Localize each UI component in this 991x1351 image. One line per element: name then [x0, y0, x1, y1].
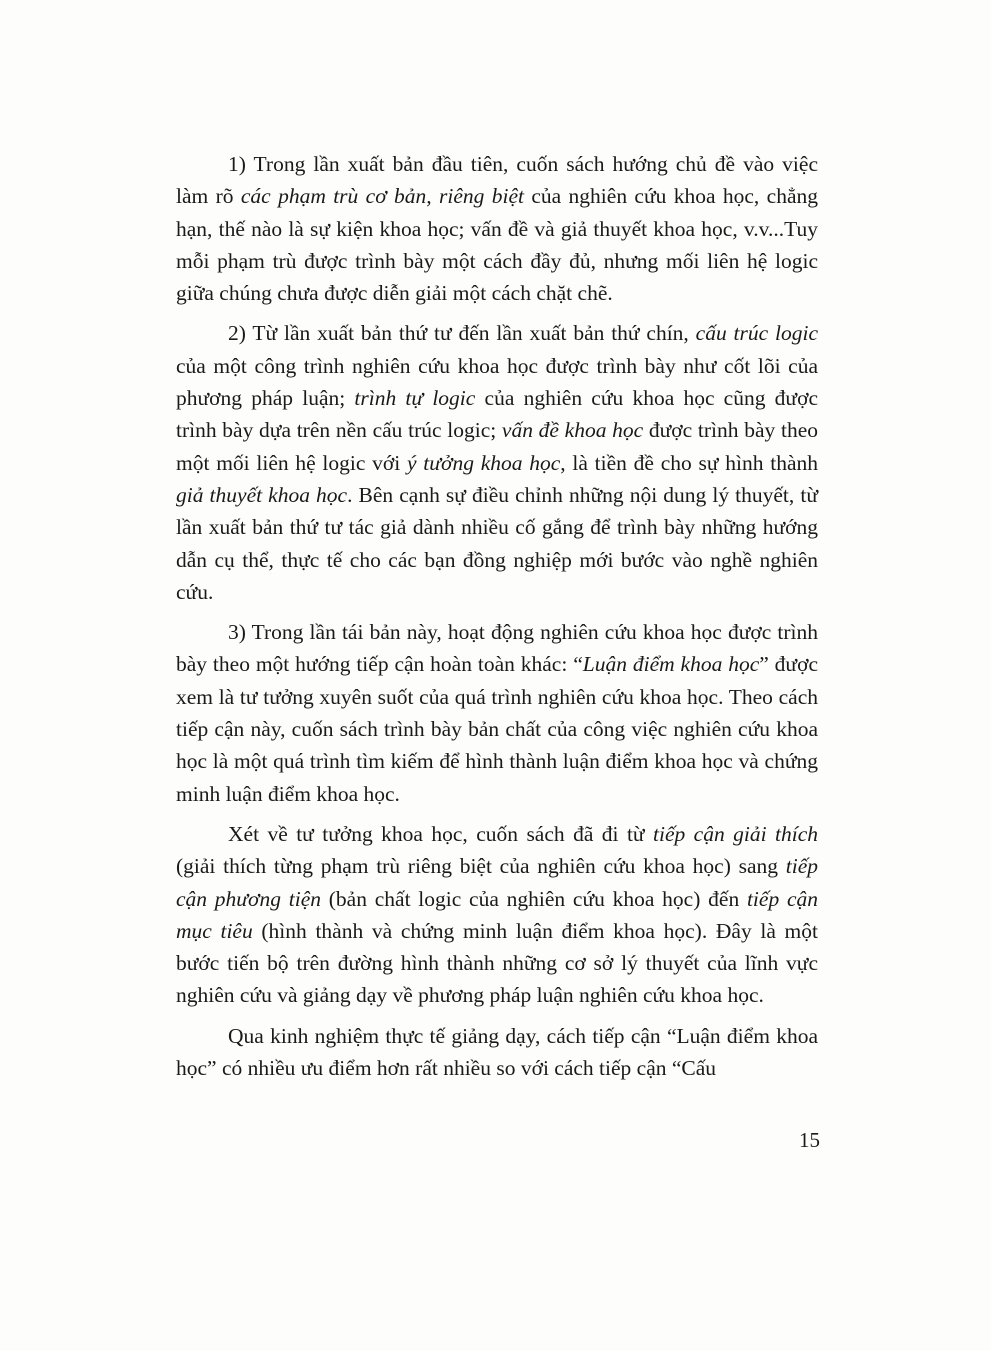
text-segment: (giải thích từng phạm trù riêng biệt của nghiên cứu khoa học) sang	[176, 854, 786, 879]
text-segment: 1) Trong lần xuất bản đầu tiên, cuốn sách hướng chủ đề vào việc làm rõ	[176, 152, 818, 209]
text-segment: Xét về tư tưởng khoa học, cuốn sách đã đi từ	[228, 821, 653, 846]
text-segment: ” được xem là tư tưởng xuyên suốt của quá trình nghiên cứu khoa học. Theo cách tiếp cận này, cuốn sách trình bày bản chất của công việc nghiên cứu khoa học là một quá trình tìm kiếm để hình thành luận điểm khoa học và chứng minh luận điểm khoa học.	[176, 652, 818, 806]
text-segment: 3) Trong lần tái bản này, hoạt động nghiên cứu khoa học được trình bày theo một hướng tiếp cận hoàn toàn khác: “	[176, 620, 818, 677]
paragraph-p3	[176, 616, 818, 810]
paragraph-p5	[176, 1020, 818, 1085]
text-segment: của nghiên cứu khoa học cũng được trình bày dựa trên nền cấu trúc logic;	[176, 386, 818, 443]
italic-term: trình tự logic	[354, 386, 476, 411]
italic-term: tiếp cận giải thích	[653, 821, 818, 846]
text-segment: 2) Từ lần xuất bản thứ tư đến lần xuất bản thứ chín,	[228, 321, 696, 346]
italic-term: ý tưởng khoa học	[407, 450, 561, 475]
page-number: 15	[799, 1128, 820, 1152]
paragraph-p1	[176, 148, 818, 309]
text-segment: của nghiên cứu khoa học, chẳng hạn, thế nào là sự kiện khoa học; vấn đề và giả thuyết khoa học, v.v...Tuy mỗi phạm trù được trình bày một cách đầy đủ, nhưng mối liên hệ logic giữa chúng chưa được diễn giải một cách chặt chẽ.	[176, 184, 818, 306]
text-segment: được trình bày theo một mối liên hệ logic với	[176, 418, 818, 475]
text-segment: (hình thành và chứng minh luận điểm khoa học). Đây là một bước tiến bộ trên đường hình thành những cơ sở lý thuyết của lĩnh vực nghiên cứu và giảng dạy về phương pháp luận nghiên cứu khoa học.	[176, 918, 818, 1008]
italic-term: các phạm trù cơ bản, riêng biệt	[240, 184, 524, 209]
italic-term: tiếp cận phương tiện	[176, 854, 818, 911]
italic-term: tiếp cận mục tiêu	[176, 886, 818, 943]
text-segment: , là tiền đề cho sự hình thành	[560, 450, 818, 475]
body-text	[176, 148, 818, 1092]
italic-term: cấu trúc logic	[695, 321, 818, 346]
italic-term: giả thuyết khoa học	[176, 482, 348, 507]
paragraph-p2	[176, 317, 818, 608]
paragraph-p4	[176, 818, 818, 1012]
text-segment: Qua kinh nghiệm thực tế giảng dạy, cách tiếp cận “Luận điểm khoa học” có nhiều ưu điểm hơn rất nhiều so với cách tiếp cận “Cấu	[176, 1023, 818, 1081]
italic-term: Luận điểm khoa học	[582, 652, 760, 677]
text-segment: của một công trình nghiên cứu khoa học được trình bày như cốt lõi của phương pháp luận;	[176, 353, 818, 411]
text-segment: . Bên cạnh sự điều chỉnh những nội dung lý thuyết, từ lần xuất bản thứ tư tác giả dành nhiều cố gắng để trình bày những hướng dẫn cụ thể, thực tế cho các bạn đồng nghiệp mới bước vào nghề nghiên cứu.	[176, 482, 818, 604]
italic-term: vấn đề khoa học	[501, 418, 644, 443]
text-segment: (bản chất logic của nghiên cứu khoa học) đến	[321, 886, 747, 911]
